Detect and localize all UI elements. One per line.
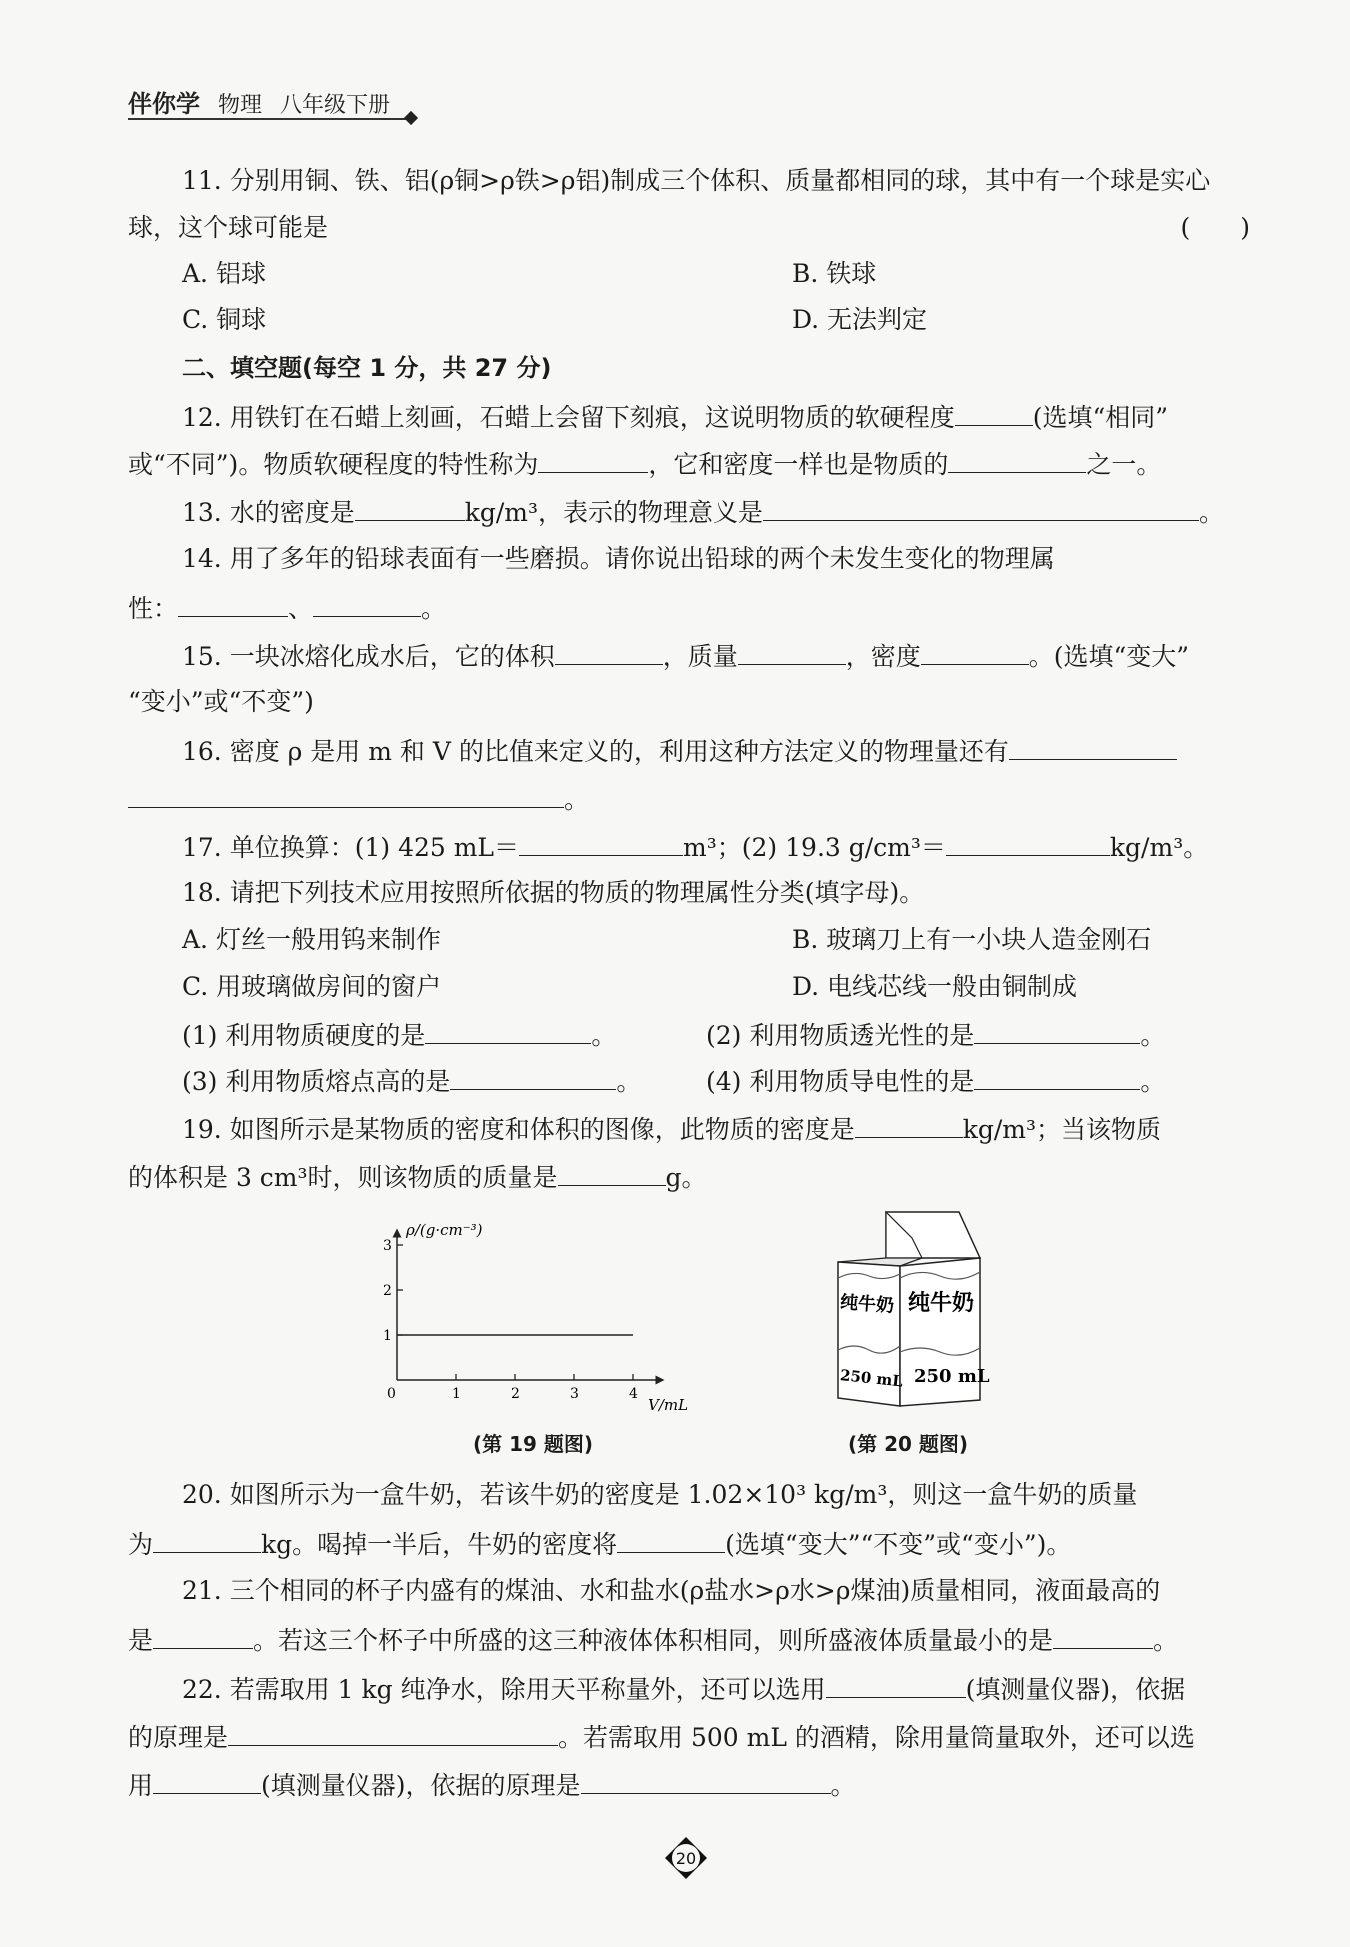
q16-line1 (182, 733, 1177, 769)
q20-blank2[interactable] (617, 1526, 725, 1553)
q18-sub1 (182, 1017, 616, 1053)
q15-text4: 。(选填“变大” (1028, 642, 1190, 671)
grade: 八年级下册 (280, 93, 391, 118)
q14-line2 (128, 590, 446, 626)
q18-sub2-text: (2) 利用物质透光性的是 (706, 1021, 975, 1050)
q17-line (182, 829, 1208, 865)
q22-text1: 22. 若需取用 1 kg 纯净水，除用天平称量外，还可以选用 (182, 1675, 826, 1704)
q12-text2: (选填“相同” (1032, 403, 1169, 432)
q13-blank1[interactable] (355, 494, 465, 521)
q18-sub1-end: 。 (591, 1021, 617, 1050)
q18-option-c: C. 用玻璃做房间的窗户 (182, 972, 442, 1001)
q16-line2 (128, 781, 589, 817)
q13-text3: 。 (1199, 498, 1225, 527)
q20-text2: 为 (128, 1530, 154, 1559)
q17-blank1[interactable] (519, 829, 683, 856)
q14-blank2[interactable] (313, 590, 421, 617)
q11-line2 (128, 211, 1250, 245)
q18-sub4 (706, 1063, 1165, 1099)
q18-sub3-text: (3) 利用物质熔点高的是 (182, 1067, 451, 1096)
q22-line2 (128, 1719, 1195, 1755)
q12-line2 (128, 446, 1161, 482)
carton-side-volume: 250 mL (839, 1366, 904, 1391)
x-tick-label: 2 (511, 1386, 520, 1402)
q21-text3: 。若这三个杯子中所盛的这三种液体体积相同，则所盛液体质量最小的是 (253, 1626, 1054, 1655)
q15-blank3[interactable] (921, 638, 1029, 665)
q21-text4: 。 (1153, 1626, 1179, 1655)
q19-line1 (182, 1111, 1161, 1147)
q12-blank3[interactable] (948, 446, 1086, 473)
q19-text4: g。 (665, 1163, 707, 1192)
q12-text3: 或“不同”)。物质软硬程度的特性称为 (128, 450, 539, 479)
q16-text1: 16. 密度 ρ 是用 m 和 V 的比值来定义的，利用这种方法定义的物理量还有 (182, 737, 1009, 766)
q11-option-a: A. 铝球 (182, 259, 266, 288)
q15-text3: ，密度 (845, 642, 921, 671)
q18-sub3-blank[interactable] (450, 1063, 616, 1090)
q20-line2 (128, 1526, 1071, 1562)
section-title: 二、填空题(每空 1 分，共 27 分) (182, 354, 552, 382)
x-tick-label: 3 (570, 1386, 579, 1402)
q18-sub2-blank[interactable] (974, 1017, 1140, 1044)
q22-text7: 。 (830, 1771, 856, 1800)
q20-text3: kg。喝掉一半后，牛奶的密度将 (261, 1530, 618, 1559)
q17-text1: 17. 单位换算：(1) 425 mL＝ (182, 833, 520, 862)
q19-text1: 19. 如图所示是某物质的密度和体积的图像，此物质的密度是 (182, 1115, 855, 1144)
q15-line1 (182, 638, 1189, 674)
q13-text2: kg/m³，表示的物理意义是 (464, 498, 764, 527)
q13-line (182, 494, 1224, 530)
q16-text2: 。 (564, 785, 590, 814)
q18-sub3-end: 。 (616, 1067, 642, 1096)
q22-line3 (128, 1767, 856, 1803)
q18-sub4-text: (4) 利用物质导电性的是 (706, 1067, 975, 1096)
page-number: 20 (675, 1849, 697, 1868)
x-tick-label: 1 (452, 1386, 461, 1402)
q17-text2: m³；(2) 19.3 g/cm³＝ (683, 833, 946, 862)
q19-line2 (128, 1159, 707, 1195)
q14-text3: 、 (288, 594, 314, 623)
q20-line1: 20. 如图所示为一盒牛奶，若该牛奶的密度是 1.02×10³ kg/m³，则这一盒牛奶的质量 (182, 1480, 1138, 1509)
q21-line2 (128, 1622, 1178, 1658)
page-number-badge (664, 1836, 708, 1880)
q21-blank2[interactable] (1053, 1622, 1153, 1649)
brand: 伴你学 (128, 90, 200, 118)
q20-blank1[interactable] (153, 1526, 261, 1553)
q12-blank2[interactable] (538, 446, 648, 473)
q19-text3: 的体积是 3 cm³时，则该物质的质量是 (128, 1163, 558, 1192)
q11-text2: 球，这个球可能是 (128, 213, 329, 242)
q13-blank2[interactable] (763, 494, 1199, 521)
carton-side-label: 纯牛奶 (839, 1292, 895, 1317)
q19-blank2[interactable] (558, 1159, 666, 1186)
q14-text2: 性： (128, 594, 179, 623)
x-axis-label: V/mL (648, 1396, 689, 1414)
q18-line1: 18. 请把下列技术应用按照所依据的物质的物理属性分类(填字母)。 (182, 878, 925, 907)
y-tick-label: 2 (383, 1283, 392, 1299)
q11-answer-paren: ( ) (1180, 213, 1250, 242)
q12-text1: 12. 用铁钉在石蜡上刻画，石蜡上会留下刻痕，这说明物质的软硬程度 (182, 403, 955, 432)
q15-text1: 15. 一块冰熔化成水后，它的体积 (182, 642, 555, 671)
q12-text5: 之一。 (1086, 450, 1162, 479)
x-tick-label: 0 (387, 1386, 396, 1402)
q19-blank1[interactable] (855, 1111, 963, 1138)
x-tick-label: 4 (629, 1386, 638, 1402)
q21-text2: 是 (128, 1626, 154, 1655)
q19-text2: kg/m³；当该物质 (962, 1115, 1162, 1144)
subject: 物理 (218, 93, 263, 118)
q12-line1 (182, 399, 1168, 435)
q18-sub1-blank[interactable] (425, 1017, 591, 1044)
q16-blank1b[interactable] (128, 781, 564, 808)
q18-option-d: D. 电线芯线一般由铜制成 (792, 972, 1078, 1001)
q18-sub3 (182, 1063, 641, 1099)
q17-text3: kg/m³。 (1109, 833, 1209, 862)
q18-sub2 (706, 1017, 1165, 1053)
q22-text6: (填测量仪器)，依据的原理是 (261, 1771, 581, 1800)
q22-blank4[interactable] (581, 1767, 831, 1794)
q15-line2: “变小”或“不变”) (128, 687, 314, 716)
q20-text4: (选填“变大”“不变”或“变小”)。 (725, 1530, 1072, 1559)
fig19-caption: (第 19 题图) (473, 1432, 594, 1456)
q14-line1: 14. 用了多年的铅球表面有一些磨损。请你说出铅球的两个未发生变化的物理属 (182, 544, 1055, 573)
q18-sub1-text: (1) 利用物质硬度的是 (182, 1021, 426, 1050)
density-volume-chart (370, 1215, 710, 1425)
q18-option-a: A. 灯丝一般用钨来制作 (182, 925, 441, 954)
fig20-caption: (第 20 题图) (848, 1432, 969, 1456)
q22-text4: 。若需取用 500 mL 的酒精，除用量筒量取外，还可以选 (558, 1723, 1195, 1752)
q22-line1 (182, 1671, 1185, 1707)
q15-text2: ，质量 (662, 642, 738, 671)
carton-front-volume: 250 mL (914, 1366, 990, 1387)
q12-text4: ，它和密度一样也是物质的 (648, 450, 949, 479)
q22-blank3[interactable] (153, 1767, 261, 1794)
carton-front-label: 纯牛奶 (908, 1290, 975, 1316)
q21-line1: 21. 三个相同的杯子内盛有的煤油、水和盐水(ρ盐水>ρ水>ρ煤油)质量相同，液面最高的 (182, 1576, 1161, 1605)
q22-text3: 的原理是 (128, 1723, 229, 1752)
q18-option-b: B. 玻璃刀上有一小块人造金刚石 (792, 925, 1152, 954)
q21-blank1[interactable] (153, 1622, 253, 1649)
header-rule (128, 118, 410, 120)
q22-blank2[interactable] (228, 1719, 558, 1746)
q11-option-c: C. 铜球 (182, 305, 267, 334)
q18-sub4-end: 。 (1140, 1067, 1166, 1096)
q14-text4: 。 (421, 594, 447, 623)
q16-blank1a[interactable] (1009, 733, 1177, 760)
header-diamond (404, 111, 418, 125)
q11-option-b: B. 铁球 (792, 259, 877, 288)
q18-sub2-end: 。 (1140, 1021, 1166, 1050)
q11-line1: 11. 分别用铜、铁、铝(ρ铜>ρ铁>ρ铝)制成三个体积、质量都相同的球，其中有一个球是实心 (182, 166, 1211, 195)
q15-blank2[interactable] (738, 638, 846, 665)
y-tick-label: 3 (383, 1238, 392, 1254)
q22-text5: 用 (128, 1771, 154, 1800)
q22-blank1[interactable] (826, 1671, 966, 1698)
q15-blank1[interactable] (555, 638, 663, 665)
q18-sub4-blank[interactable] (974, 1063, 1140, 1090)
q12-blank1[interactable] (955, 399, 1033, 426)
y-tick-label: 1 (383, 1328, 392, 1344)
q13-text1: 13. 水的密度是 (182, 498, 355, 527)
y-axis-label: ρ/(g·cm⁻³) (406, 1221, 483, 1239)
page-header (128, 84, 390, 119)
q14-blank1[interactable] (178, 590, 288, 617)
q22-text2: (填测量仪器)，依据 (965, 1675, 1186, 1704)
q17-blank2[interactable] (946, 829, 1110, 856)
q11-option-d: D. 无法判定 (792, 305, 928, 334)
milk-carton-figure (824, 1210, 994, 1415)
